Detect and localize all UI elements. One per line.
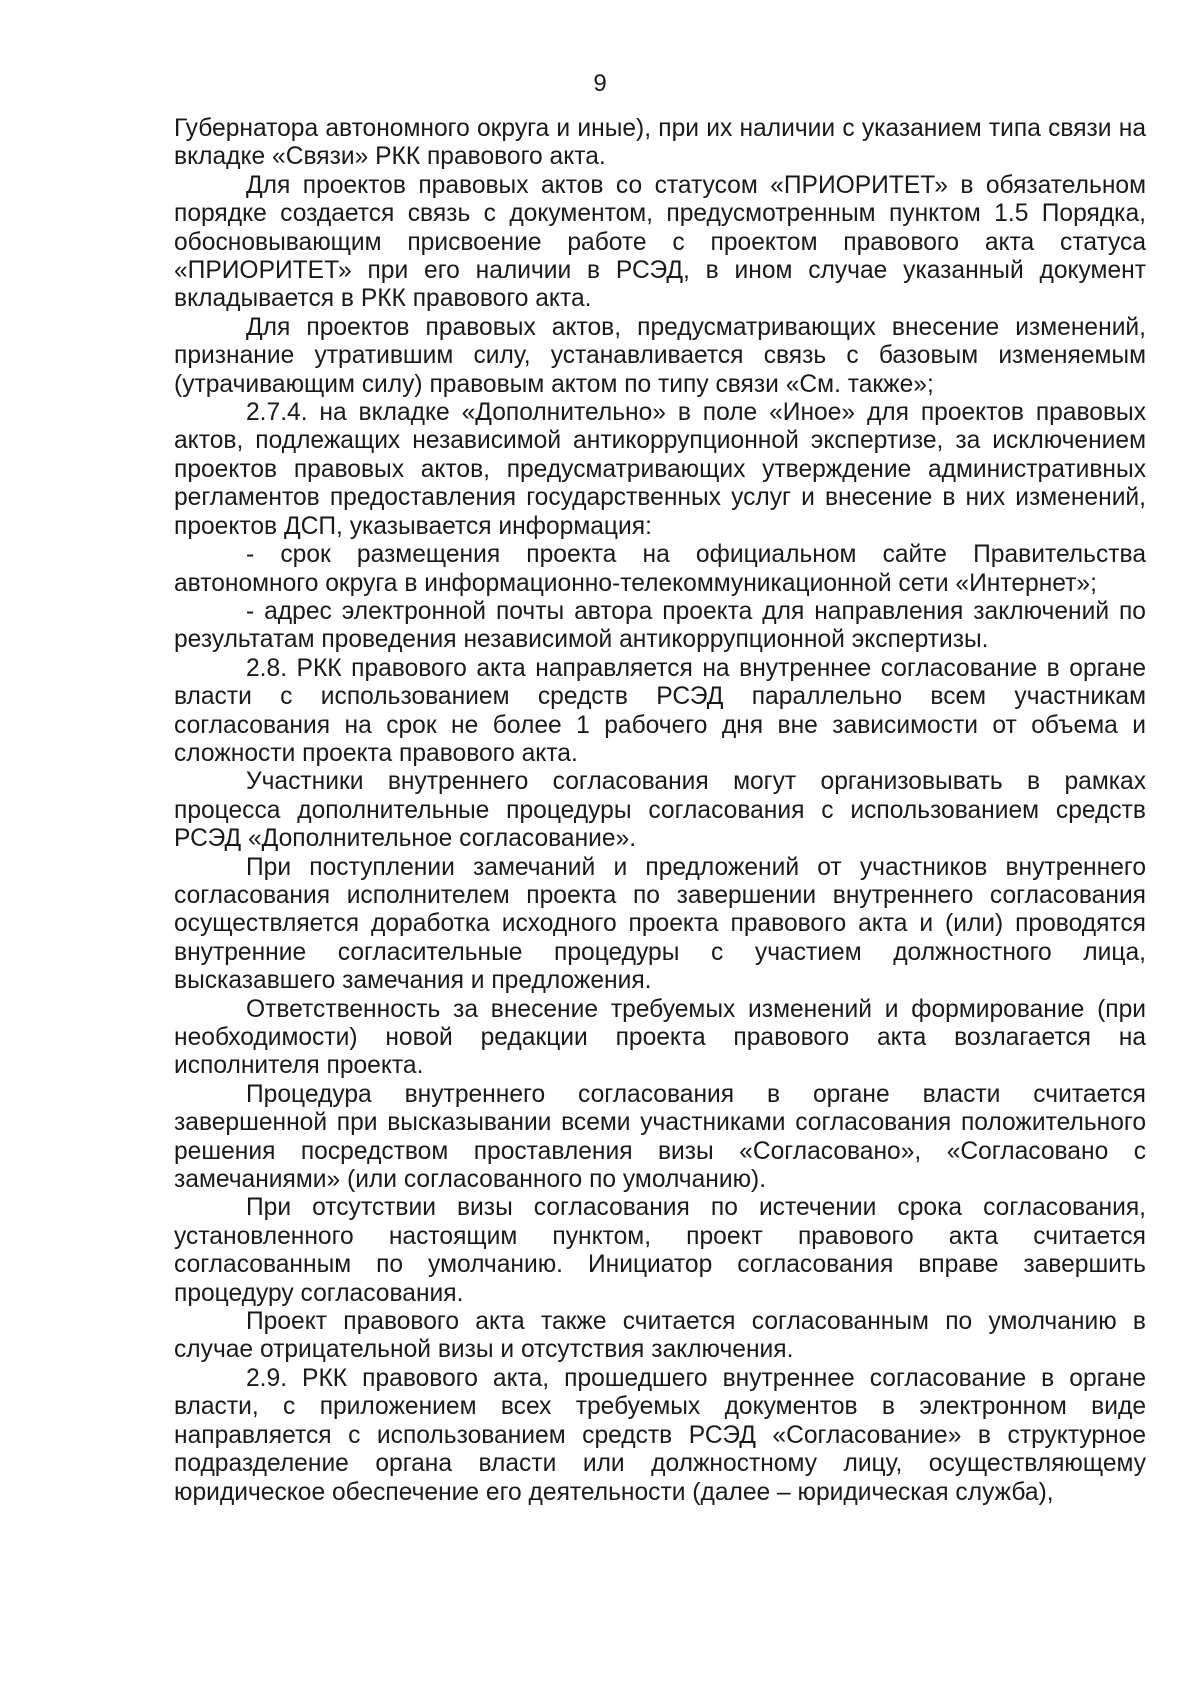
paragraph-negative-visa: Проект правового акта также считается согласованным по умолчанию в случае отрицательной визы и отсутствия заключения. (174, 1308, 1146, 1364)
paragraph-approval-completion: Процедура внутреннего согласования в органе власти считается завершенной при высказывании всеми участниками согласования положительного решения посредством проставления визы «Согласовано», «Согласовано с замечаниями» (или согласованного по умолчанию). (174, 1080, 1146, 1194)
document-body (174, 115, 1146, 1507)
paragraph-responsibility: Ответственность за внесение требуемых изменений и формирование (при необходимости) новой редакции проекта правового акта возлагается на исполнителя проекта. (174, 995, 1146, 1080)
paragraph-remarks-handling: При поступлении замечаний и предложений от участников внутреннего согласования исполнителем проекта по завершении внутреннего согласования осуществляется доработка исходного проекта правового акта и (или) проводятся внутренние согласительные процедуры с участием должностного лица, высказавшего замечания и предложения. (174, 853, 1146, 995)
list-item-publication-period: - срок размещения проекта на официальном сайте Правительства автономного округа в информационно-телекоммуникационной сети «Интернет»; (174, 541, 1146, 597)
page-number: 9 (593, 70, 607, 97)
paragraph-2-7-4: 2.7.4. на вкладке «Дополнительно» в поле «Иное» для проектов правовых актов, подлежащих независимой антикоррупционной экспертизе, за исключением проектов правовых актов, предусматривающих утверждение административных регламентов предоставления государственных услуг и внесение в них изменений, проектов ДСП, указывается информация: (174, 399, 1146, 540)
list-item-author-email: - адрес электронной почты автора проекта для направления заключений по результатам проведения независимой антикоррупционной экспертизы. (174, 597, 1146, 654)
paragraph-priority-link: Для проектов правовых актов со статусом «ПРИОРИТЕТ» в обязательном порядке создается связь с документом, предусмотренным пунктом 1.5 Порядка, обосновывающим присвоение работе с проектом правового акта статуса «ПРИОРИТЕТ» при его наличии в РСЭД, в ином случае указанный документ вкладывается в РКК правового акта. (174, 171, 1146, 313)
paragraph-default-approval: При отсутствии визы согласования по истечении срока согласования, установленного настоящим пунктом, проект правового акта считается согласованным по умолчанию. Инициатор согласования вправе завершить процедуру согласования. (174, 1194, 1146, 1307)
paragraph-2-8: 2.8. РКК правового акта направляется на внутреннее согласование в органе власти с использованием средств РСЭД параллельно всем участникам согласования на срок не более 1 рабочего дня вне зависимости от объема и сложности проекта правового акта. (174, 654, 1146, 767)
paragraph-2-9: 2.9. РКК правового акта, прошедшего внутреннее согласование в органе власти, с приложением всех требуемых документов в электронном виде направляется с использованием средств РСЭД «Согласование» в структурное подразделение органа власти или должностному лицу, осуществляющему юридическое обеспечение его деятельности (далее – юридическая служба), (174, 1364, 1146, 1506)
paragraph-continuation: Губернатора автономного округа и иные), при их наличии с указанием типа связи на вкладке «Связи» РКК правового акта. (174, 115, 1146, 171)
paragraph-amendment-link: Для проектов правовых актов, предусматривающих внесение изменений, признание утратившим силу, устанавливается связь с базовым изменяемым (утрачивающим силу) правовым актом по типу связи «См. также»; (174, 313, 1146, 398)
paragraph-additional-approval: Участники внутреннего согласования могут организовывать в рамках процесса дополнительные процедуры согласования с использованием средств РСЭД «Дополнительное согласование». (174, 768, 1146, 853)
